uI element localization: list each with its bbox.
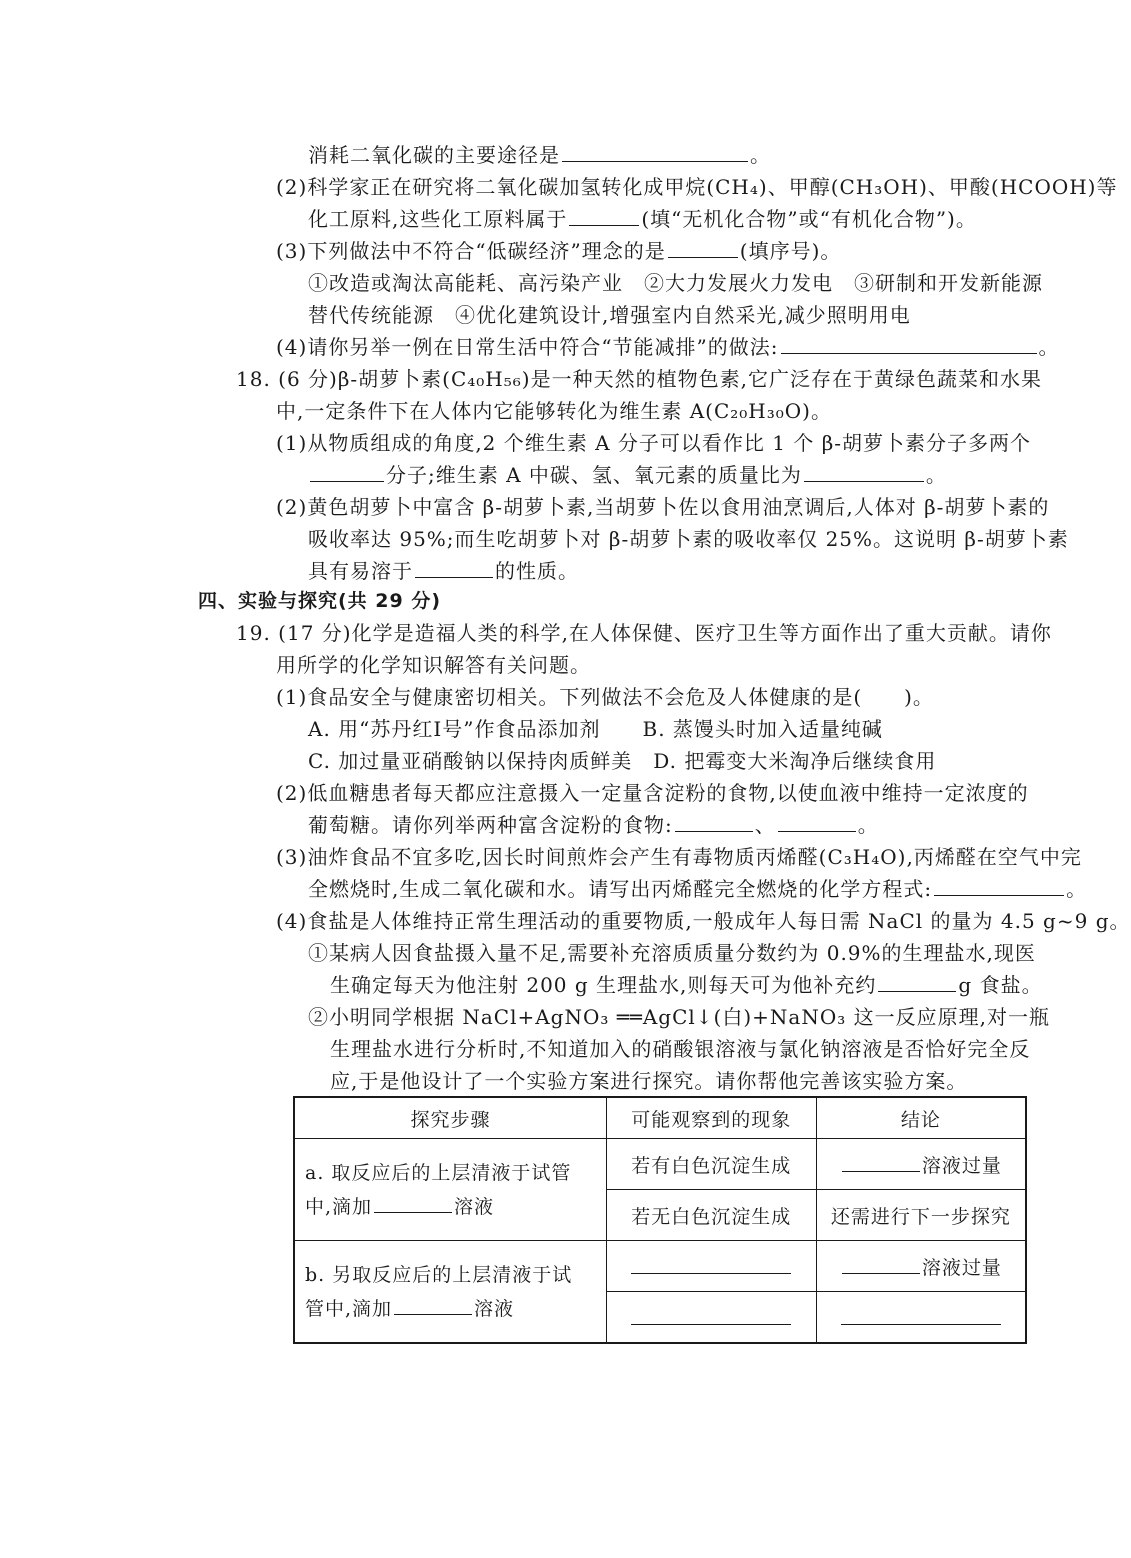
q17-options-line-2: 替代传统能源 ④优化建筑设计,增强室内自然采光,减少照明用电 [308,303,911,327]
q17-part2-line: (2)科学家正在研究将二氧化碳加氢转化成甲烷(CH₄)、甲醇(CH₃OH)、甲酸(HCOOH)等 [276,175,1118,199]
observation-cell: 若有白色沉淀生成 [606,1139,816,1190]
q19-option-cd: C. 加过量亚硝酸钠以保持肉质鲜美 D. 把霉变大米淘净后继续食用 [308,749,937,773]
conclusion-cell: 溶液过量 [816,1139,1026,1190]
q19-part4-sub2-line-3: 应,于是他设计了一个实验方案进行探究。请你帮他完善该实验方案。 [330,1069,968,1093]
answer-blank[interactable] [778,811,856,832]
conclusion-cell [816,1292,1026,1344]
observation-cell [606,1292,816,1344]
q17-part2-line-2: 化工原料,这些化工原料属于 (填“无机化合物”或“有机化合物”)。 [308,207,977,231]
q19-part3-line-2: 全燃烧时,生成二氧化碳和水。请写出丙烯醛完全燃烧的化学方程式: 。 [308,877,1088,901]
answer-blank[interactable] [842,1151,920,1172]
q17-part3-line: (3)下列做法中不符合“低碳经济”理念的是 (填序号)。 [276,239,842,263]
q17-options-line-1: ①改造或淘汰高能耗、高污染产业 ②大力发展火力发电 ③研制和开发新能源 [308,271,1043,295]
q18-part1-line: (1)从物质组成的角度,2 个维生素 A 分子可以看作比 1 个 β-胡萝卜素分子多两个 [276,431,1032,455]
q18-line-2: 中,一定条件下在人体内它能够转化为维生素 A(C₂₀H₃₀O)。 [276,399,832,423]
q17-text: 消耗二氧化碳的主要途径是 [308,143,560,167]
answer-blank[interactable] [415,557,493,578]
q19-part1-line: (1)食品安全与健康密切相关。下列做法不会危及人体健康的是( )。 [276,685,934,709]
conclusion-cell: 还需进行下一步探究 [816,1190,1026,1241]
table-row [294,1241,1026,1292]
answer-blank[interactable] [394,1294,472,1315]
q18-part2-line-2: 吸收率达 95%;而生吃胡萝卜对 β-胡萝卜素的吸收率仅 25%。这说明 β-胡萝卜素 [308,527,1069,551]
q19-part4-sub2: ②小明同学根据 NaCl+AgNO₃ ══AgCl↓(白)+NaNO₃ 这一反应原理,对一瓶 [308,1005,1050,1029]
answer-blank[interactable] [842,1253,920,1274]
q17-part4-line: (4)请你另举一例在日常生活中符合“节能减排”的做法: 。 [276,335,1060,359]
answer-blank[interactable] [310,461,384,482]
answer-blank[interactable] [668,237,738,258]
table-row [294,1139,1026,1190]
q19-line-1: 19. (17 分)化学是造福人类的科学,在人体保健、医疗卫生等方面作出了重大贡献。请你 [236,621,1052,645]
q18-part2-line-3: 具有易溶于 的性质。 [308,559,579,583]
conclusion-cell: 溶液过量 [816,1241,1026,1292]
q19-part2-line: (2)低血糖患者每天都应注意摄入一定量含淀粉的食物,以使血液中维持一定浓度的 [276,781,1029,805]
q18-line-1: 18. (6 分)β-胡萝卜素(C₄₀H₅₆)是一种天然的植物色素,它广泛存在于黄绿色蔬菜和水果 [236,367,1042,391]
answer-blank[interactable] [934,875,1064,896]
section-heading: 四、实验与探究(共 29 分) [198,590,442,612]
observation-cell [606,1241,816,1292]
header-observation: 可能观察到的现象 [606,1097,816,1139]
q17-line-1: 消耗二氧化碳的主要途径是 。 [308,143,771,167]
table-header-row [294,1097,1026,1139]
q19-part4-line: (4)食盐是人体维持正常生理活动的重要物质,一般成年人每日需 NaCl 的量为 4.5 g~9 g。 [276,909,1131,933]
answer-blank[interactable] [631,1304,791,1325]
q19-part4-sub1: ①某病人因食盐摄入量不足,需要补充溶质质量分数约为 0.9%的生理盐水,现医 [308,941,1036,965]
q19-part3-line: (3)油炸食品不宜多吃,因长时间煎炸会产生有毒物质丙烯醛(C₃H₄O),丙烯醛在空气中完 [276,845,1082,869]
q19-part4-sub2-line-2: 生理盐水进行分析时,不知道加入的硝酸银溶液与氯化钠溶液是否恰好完全反 [330,1037,1031,1061]
answer-blank[interactable] [878,971,956,992]
answer-blank[interactable] [631,1253,791,1274]
answer-blank[interactable] [374,1192,452,1213]
answer-blank[interactable] [804,461,924,482]
observation-cell: 若无白色沉淀生成 [606,1190,816,1241]
step-a: a. 取反应后的上层清液于试管 中,滴加 溶液 [294,1139,606,1241]
q19-line-2: 用所学的化学知识解答有关问题。 [276,653,591,677]
q19-part2-line-2: 葡萄糖。请你列举两种富含淀粉的食物: 、 。 [308,813,879,837]
answer-blank[interactable] [781,333,1037,354]
header-conclusion: 结论 [816,1097,1026,1139]
q19-part4-sub1-line-2: 生确定每天为他注射 200 g 生理盐水,则每天可为他补充约 g 食盐。 [330,973,1043,997]
experiment-table [293,1096,1027,1344]
answer-blank[interactable] [562,141,748,162]
q18-part2-line: (2)黄色胡萝卜中富含 β-胡萝卜素,当胡萝卜佐以食用油烹调后,人体对 β-胡萝卜素的 [276,495,1050,519]
q19-option-ab: A. 用“苏丹红Ⅰ号”作食品添加剂 B. 蒸馒头时加入适量纯碱 [308,717,883,741]
answer-blank[interactable] [569,205,639,226]
answer-blank[interactable] [675,811,753,832]
header-steps: 探究步骤 [294,1097,606,1139]
step-b: b. 另取反应后的上层清液于试 管中,滴加 溶液 [294,1241,606,1344]
q18-part1-line-2: 分子;维生素 A 中碳、氢、氧元素的质量比为 。 [308,460,947,490]
answer-blank[interactable] [841,1304,1001,1325]
